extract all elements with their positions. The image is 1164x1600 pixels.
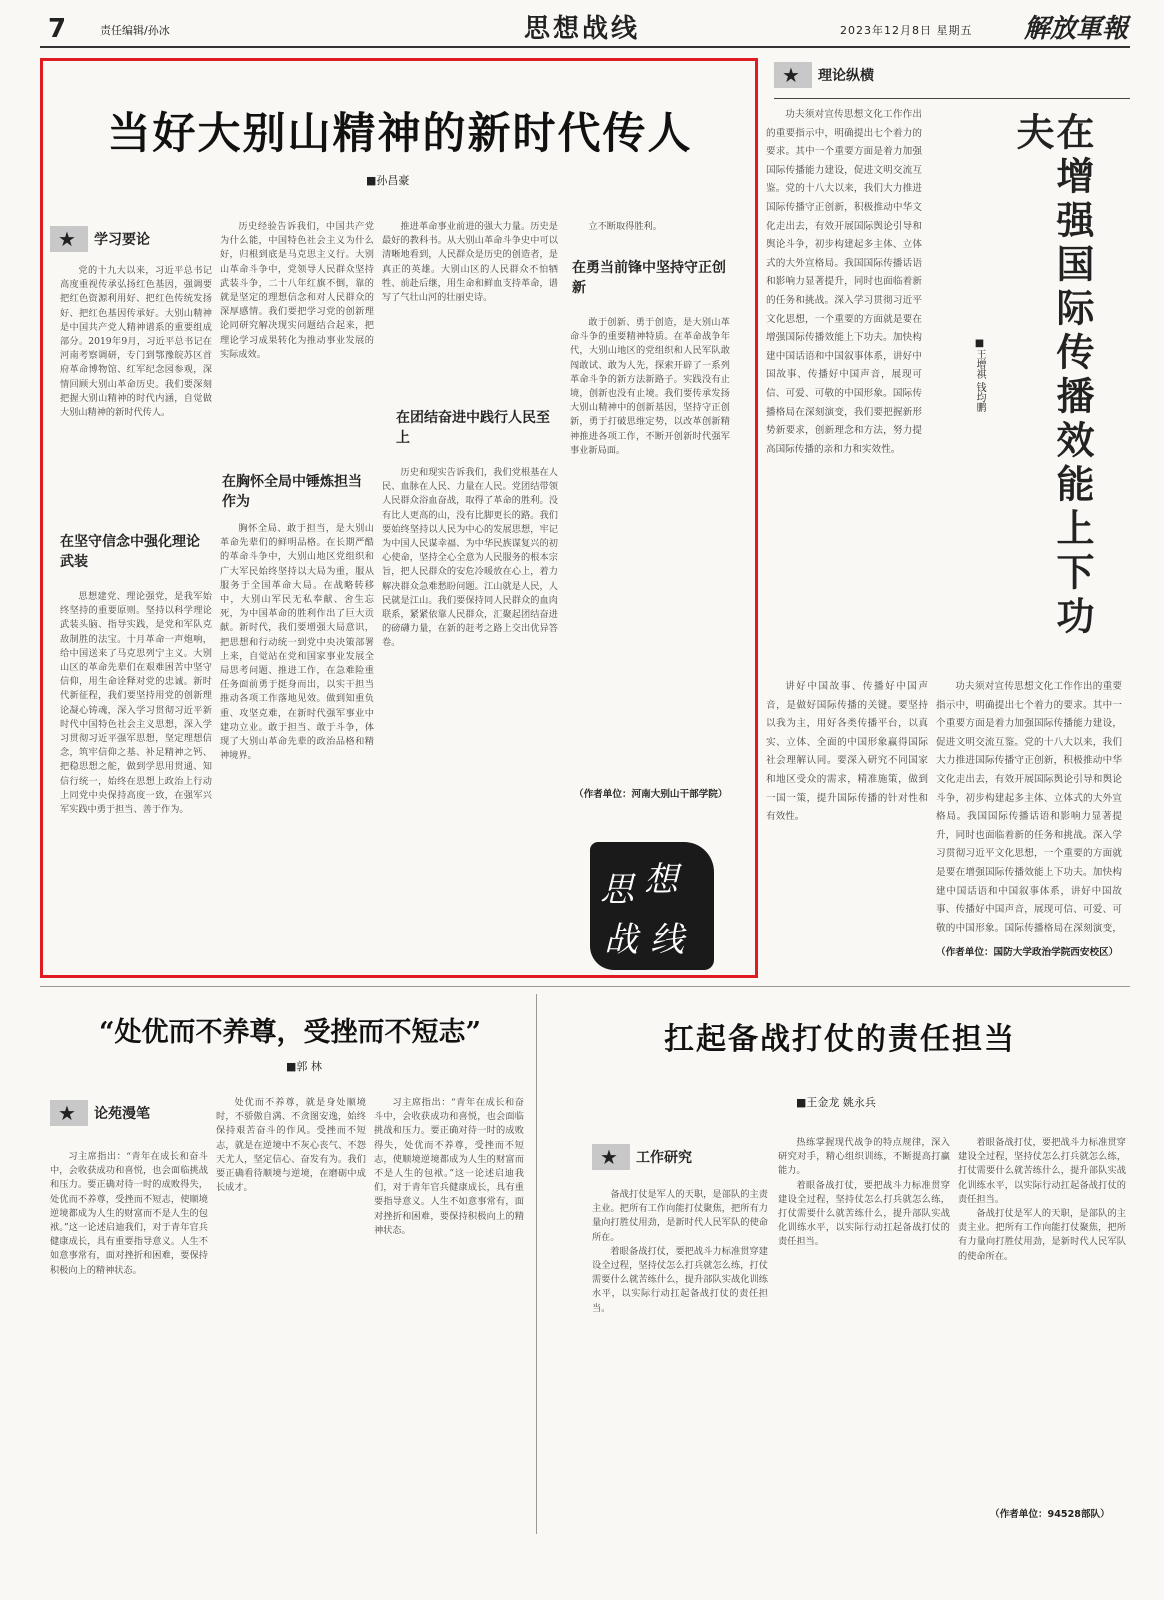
paragraph: 着眼备战打仗，要把战斗力标准贯穿建设全过程，坚持仗怎么打兵就怎么练，打仗需要什么就苦练什么，提升部队实战化训练水平，以实际行动扛起备战打仗的责任担当。 xyxy=(592,1245,768,1314)
paragraph: 着眼备战打仗，要把战斗力标准贯穿建设全过程，坚持仗怎么打兵就怎么练，打仗需要什么就苦练什么，提升部队实战化训练水平，以实际行动扛起备战打仗的责任担当。 xyxy=(958,1137,1126,1205)
column-left-text-3 xyxy=(374,1096,524,1530)
column-left-tag xyxy=(50,1100,210,1126)
sidebar-affiliation: （作者单位：国防大学政治学院西安校区） xyxy=(936,947,1119,958)
paragraph: 推进革命事业前进的强大力量。历史是最好的教科书。从大别山革命斗争史中可以清晰地看到，人民群众是历史的创造者，是真正的英雄。大别山区的人民群众不怕牺牲、前赴后继，用生命和鲜血支持革命，谱写了气壮山河的壮丽史诗。 xyxy=(382,221,558,304)
paragraph: 胸怀全局、敢于担当，是大别山革命先辈们的鲜明品格。在长期严酷的革命斗争中，大别山地区党组织和广大军民始终坚持以大局为重，服从服务于全国革命大局。在战略转移中，大别山军民无私奉献、舍生忘死，为中国革命的胜利作出了巨大贡献。新时代，我们要增强大局意识，把思想和行动统一到党中央决策部署上来，自觉站在党和国家事业发展全局思考问题、推进工作，在急难险重任务面前勇于挺身而出，以实干担当推动各项工作落地见效。做到知重负重、攻坚克难，在新时代强军事业中建功立业。敢于担当、敢于斗争，体现了大别山革命先辈的政治品格和精神境界。 xyxy=(220,523,374,762)
sidebar-title: 在增强国际传播效能上下功夫 xyxy=(1010,112,1095,640)
feature-column-3b xyxy=(382,466,558,970)
paragraph: 习主席指出：“青年在成长和奋斗中，会收获成功和喜悦，也会面临挑战和压力。要正确对待一时的成败得失，处优而不养尊，受挫而不短志，使顺境逆境都成为人生的财富而不是人生的包袱。”这一论述启迪我们，对于青年官兵健康成长，具有重要指导意义。人生不如意事常有，面对挫折和困难，要保持积极向上的精神状态。 xyxy=(50,1151,208,1276)
paragraph: 讲好中国故事、传播好中国声音，是做好国际传播的关键。要坚持以我为主，用好各类传播平台，以真实、立体、全面的中国形象赢得国际社会理解认同。要深入研究不同国家和地区受众的需求，精准施策，做到一国一策，提升国际传播的针对性和有效性。 xyxy=(766,681,928,823)
paragraph: 党的十九大以来，习近平总书记高度重视传承弘扬红色基因，强调要把红色资源利用好、把红色传统发扬好、把红色基因传承好。大别山精神是中国共产党人精神谱系的重要组成部分。2019年9月，习近平总书记在河南考察调研，专门到鄂豫皖苏区首府革命博物馆、红军纪念园参观，深情回顾大别山革命历史。我们要深刻把握大别山精神的时代内涵，自觉做大别山精神的新时代传人。 xyxy=(60,265,212,419)
column-right-title: 扛起备战打仗的责任担当 xyxy=(664,1022,1016,1057)
paragraph: 处优而不养尊，就是身处顺境时，不骄傲自满、不贪图安逸，始终保持艰苦奋斗的作风。受挫而不短志，就是在逆境中不灰心丧气、不怨天尤人，坚定信心、奋发有为。我们要正确看待顺境与逆境，在磨砺中成长成才。 xyxy=(216,1097,366,1194)
star-icon: ★ xyxy=(774,62,812,88)
feature-column-4 xyxy=(570,316,730,780)
column-right-text-3 xyxy=(958,1136,1126,1496)
star-icon: ★ xyxy=(50,1100,88,1126)
column-right-text-1 xyxy=(592,1188,768,1526)
page-number: 7 xyxy=(48,14,67,44)
column-right-author: ■王金龙 姚永兵 xyxy=(796,1096,876,1109)
star-icon: ★ xyxy=(592,1144,630,1170)
paragraph: 热练掌握现代战争的特点规律，深入研究对手，精心组织训练，不断提高打赢能力。 xyxy=(778,1137,950,1177)
column-left-tag-label: 论苑漫笔 xyxy=(94,1106,150,1122)
section-title: 思想战线 xyxy=(523,14,640,44)
column-left-author: ■郭 林 xyxy=(286,1060,322,1073)
feature-column-3 xyxy=(382,220,558,400)
divider xyxy=(40,986,1130,987)
paragraph: 功夫须对宣传思想文化工作作出的重要指示中，明确提出七个着力的要求。其中一个重要方面是着力加强国际传播能力建设，促进文明交流互鉴。党的十八大以来，我们大力推进国际传播守正创新，积极推动中华文化走出去，有效开展国际舆论引导和舆论斗争，初步构建起多主体、立体式的大外宣格局。我国国际传播话语和影响力显著提升，同时也面临着新的任务和挑战。深入学习贯彻习近平文化思想，一个重要的方面就是要在增强国际传播效能上下功夫。加快构建中国话语和中国叙事体系，讲好中国故事、传播好中国声音，展现可信、可爱、可敬的中国形象。国际传播格局在深刻演变， xyxy=(936,681,1122,934)
feature-subhead-3: 在团结奋进中践行人民至上 xyxy=(396,410,550,446)
sidebar-tag-label: 理论纵横 xyxy=(818,68,874,84)
column-left-title: “处优而不养尊，受挫而不短志” xyxy=(98,1017,482,1048)
sidebar-tag xyxy=(774,62,964,88)
divider xyxy=(536,994,537,1534)
feature-author: ■孙昌豪 xyxy=(366,174,410,187)
editor-credit: 责任编辑/孙冰 xyxy=(100,24,170,37)
feature-column-1 xyxy=(60,264,212,504)
paragraph: 习主席指出：“青年在成长和奋斗中，会收获成功和喜悦，也会面临挑战和压力。要正确对待一时的成败得失，处优而不养尊，受挫而不短志，使顺境逆境都成为人生的财富而不是人生的包袱。”这一论述启迪我们，对于青年官兵健康成长，具有重要指导意义。人生不如意事常有，面对挫折和困难，要保持积极向上的精神状态。 xyxy=(374,1097,524,1236)
divider xyxy=(774,98,1130,99)
paragraph: 历史和现实告诉我们，我们党根基在人民、血脉在人民、力量在人民。党团结带领人民群众浴血奋战，取得了革命的胜利。没有比人更高的山，没有比脚更长的路。我们要始终坚持以人民为中心的发展思想，牢记为中国人民谋幸福、为中华民族谋复兴的初心使命，坚持全心全意为人民服务的根本宗旨，把人民群众的安危冷暖放在心上，着力解决群众急难愁盼问题。江山就是人民，人民就是江山。我们要保持同人民群众的血肉联系，紧紧依靠人民群众，汇聚起团结奋进的磅礴力量，在新的赶考之路上交出优异答卷。 xyxy=(382,467,558,649)
sidebar-authors: ■王增祺 钱均鹏 xyxy=(974,338,985,413)
masthead-logo: 解放軍報 xyxy=(1024,14,1129,44)
feature-column-2 xyxy=(220,220,374,460)
feature-affiliation: （作者单位：河南大别山干部学院） xyxy=(574,789,728,800)
sidebar-column-3 xyxy=(936,678,1122,934)
sidebar-column-2 xyxy=(766,678,928,934)
paragraph: 备战打仗是军人的天职，是部队的主责主业。把所有工作向能打仗聚焦，把所有力量向打胜仗用劲，是新时代人民军队的使命所在。 xyxy=(958,1208,1126,1262)
feature-column-4-top xyxy=(570,220,730,240)
paragraph: 备战打仗是军人的天职，是部队的主责主业。把所有工作向能打仗聚焦，把所有力量向打胜仗用劲，是新时代人民军队的使命所在。 xyxy=(592,1189,768,1243)
column-right-text-2 xyxy=(778,1136,950,1526)
column-left-text-2 xyxy=(216,1096,366,1530)
feature-column-2b xyxy=(220,522,374,970)
feature-title: 当好大别山精神的新时代传人 xyxy=(107,109,693,159)
paragraph: 立不断取得胜利。 xyxy=(588,221,662,232)
paragraph: 历史经验告诉我们，中国共产党为什么能，中国特色社会主义为什么好，归根到底是马克思主义行。大别山革命斗争中，党领导人民群众坚持武装斗争，二十八年红旗不倒，靠的就是坚定的理想信念和对人民群众的深厚感情。我们要把学习党的创新理论同研究解决现实问题结合起来，把理论学习成果转化为推动事业发展的实际成效。 xyxy=(220,221,374,360)
column-right-tag xyxy=(592,1144,772,1170)
star-icon: ★ xyxy=(50,226,88,252)
sidebar-column-1 xyxy=(766,106,922,676)
paragraph: 着眼备战打仗，要把战斗力标准贯穿建设全过程，坚持仗怎么打兵就怎么练，打仗需要什么就苦练什么，提升部队实战化训练水平，以实际行动扛起备战打仗的责任担当。 xyxy=(778,1179,950,1248)
feature-subhead-1: 在坚守信念中强化理论武装 xyxy=(60,534,200,570)
feature-subhead-2: 在胸怀全局中锤炼担当作为 xyxy=(222,474,362,510)
feature-tag-label: 学习要论 xyxy=(94,232,150,248)
calligraphy-seal: 想 思 战 线 xyxy=(590,842,714,970)
paragraph: 敢于创新、勇于创造，是大别山革命斗争的重要精神特质。在革命战争年代，大别山地区的党组织和人民军队敢闯敢试、敢为人先，探索开辟了一系列革命斗争的新方法新路子。实践没有止境，创新也没有止境。我们要传承发扬大别山精神中的创新基因，坚持守正创新，勇于打破思维定势，以改革创新精神推进各项工作，不断开创新时代强军事业新局面。 xyxy=(570,317,730,456)
column-right-affiliation: （作者单位：94528部队） xyxy=(990,1509,1110,1520)
header-rule xyxy=(40,46,1130,48)
feature-tag xyxy=(50,226,208,252)
column-right-tag-label: 工作研究 xyxy=(636,1150,692,1166)
column-left-text-1 xyxy=(50,1150,208,1530)
feature-subhead-4: 在勇当前锋中坚持守正创新 xyxy=(572,260,726,296)
issue-date: 2023年12月8日 星期五 xyxy=(840,24,973,37)
paragraph: 思想建党、理论强党，是我军始终坚持的重要原则。坚持以科学理论武装头脑、指导实践，是党和军队克敌制胜的法宝。十月革命一声炮响，给中国送来了马克思列宁主义。大别山区的革命先辈们在艰难困苦中坚守信仰，用生命诠释对党的忠诚。新时代新征程，我们要坚持用党的创新理论凝心铸魂，深入学习贯彻习近平新时代中国特色社会主义思想，深入学习贯彻习近平强军思想，坚定理想信念，筑牢信仰之基、补足精神之钙、把稳思想之舵，做到学思用贯通、知信行统一，始终在思想上政治上行动上同党中央保持高度一致，在强军兴军实践中勇于担当、善于作为。 xyxy=(60,591,212,816)
feature-column-1b xyxy=(60,590,212,970)
paragraph: 功夫须对宣传思想文化工作作出的重要指示中，明确提出七个着力的要求。其中一个重要方面是着力加强国际传播能力建设，促进文明交流互鉴。党的十八大以来，我们大力推进国际传播守正创新，积极推动中华文化走出去，有效开展国际舆论引导和舆论斗争，初步构建起多主体、立体式的大外宣格局。我国国际传播话语和影响力显著提升，同时也面临着新的任务和挑战。深入学习贯彻习近平文化思想，一个重要的方面就是要在增强国际传播效能上下功夫。加快构建中国话语和中国叙事体系，讲好中国故事、传播好中国声音，展现可信、可爱、可敬的中国形象。国际传播格局在深刻演变，我们要把握新形势新要求，创新理念和方法，努力提高国际传播的亲和力和实效性。 xyxy=(766,109,922,455)
